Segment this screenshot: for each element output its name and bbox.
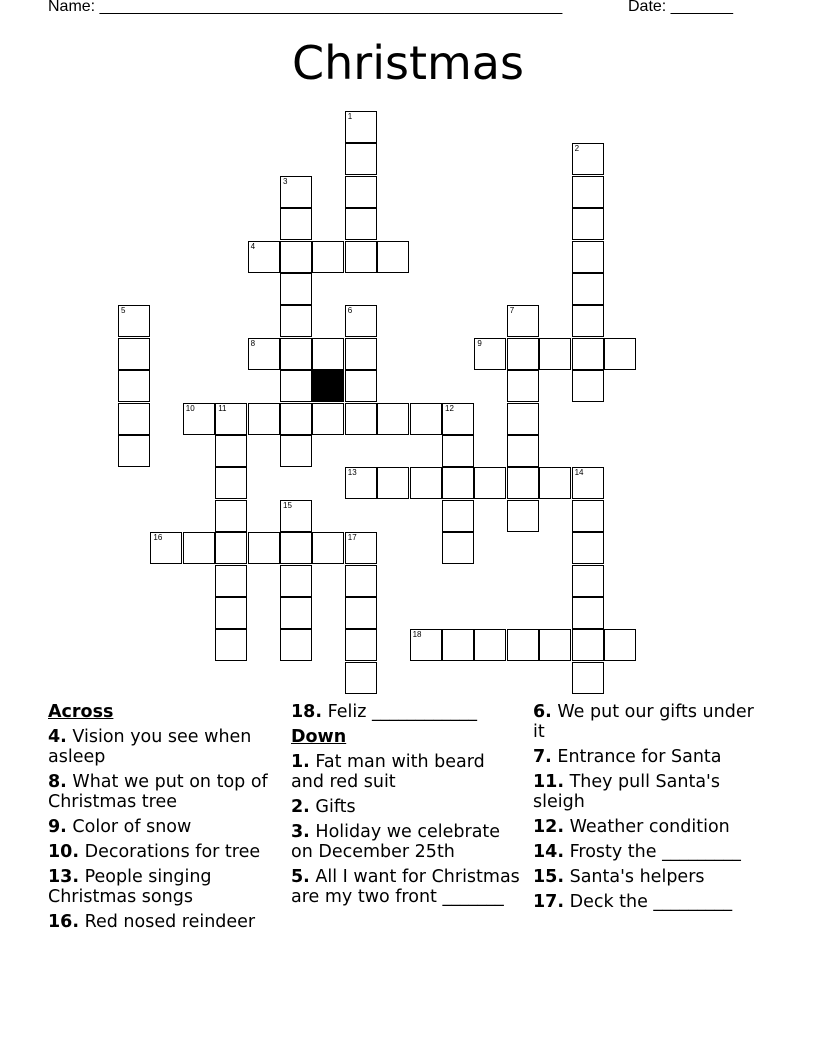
clue-number: 5	[121, 306, 126, 316]
clue-item	[291, 822, 521, 862]
clue-item-number: 5.	[291, 867, 310, 887]
clue-item	[291, 867, 521, 907]
clue-item	[48, 912, 276, 932]
grid-cell[interactable]	[280, 565, 312, 597]
clue-item-number: 1.	[291, 752, 310, 772]
grid-cell[interactable]	[507, 467, 539, 499]
clue-number: 13	[347, 468, 357, 478]
clue-number: 17	[347, 533, 357, 543]
clue-number: 8	[250, 338, 256, 348]
grid-cell[interactable]	[410, 629, 442, 661]
grid-cell[interactable]	[507, 629, 539, 661]
clue-item	[48, 867, 276, 907]
grid-cell[interactable]	[572, 662, 604, 694]
grid-block	[312, 370, 344, 402]
grid-cell[interactable]	[345, 597, 377, 629]
clue-item-number: 14.	[533, 842, 565, 862]
clue-item-number: 10.	[48, 842, 80, 862]
clue-item-text: Fat man with beard and red suit	[291, 752, 485, 792]
grid-cell[interactable]	[345, 143, 377, 175]
clue-column-1	[48, 702, 276, 937]
clue-number: 9	[477, 338, 482, 348]
grid-cell[interactable]	[248, 403, 280, 435]
clue-item-number: 9.	[48, 817, 67, 837]
clue-column-2	[291, 702, 521, 912]
grid-cell[interactable]	[377, 241, 409, 273]
grid-cell[interactable]	[280, 370, 312, 402]
clue-item-text: Color of snow	[72, 817, 192, 837]
grid-cell[interactable]	[312, 403, 344, 435]
clue-heading-down: Down	[291, 727, 347, 747]
grid-cell[interactable]	[539, 338, 571, 370]
grid-cell[interactable]	[312, 338, 344, 370]
grid-cell[interactable]	[572, 143, 604, 175]
grid-cell[interactable]	[377, 403, 409, 435]
grid-cell[interactable]	[280, 305, 312, 337]
grid-cell[interactable]	[345, 565, 377, 597]
grid-cell[interactable]	[572, 370, 604, 402]
grid-cell[interactable]	[215, 467, 247, 499]
grid-cell[interactable]	[345, 532, 377, 564]
grid-cell[interactable]	[215, 597, 247, 629]
grid-cell[interactable]	[507, 305, 539, 337]
grid-cell[interactable]	[280, 597, 312, 629]
clue-number: 15	[283, 500, 292, 510]
clue-item-number: 16.	[48, 912, 80, 932]
grid-cell[interactable]	[442, 532, 474, 564]
grid-cell[interactable]	[572, 532, 604, 564]
clue-number: 10	[185, 403, 195, 413]
grid-cell[interactable]	[539, 467, 571, 499]
grid-cell[interactable]	[345, 176, 377, 208]
grid-cell[interactable]	[118, 338, 150, 370]
clue-number: 14	[574, 468, 584, 478]
grid-cell[interactable]	[280, 176, 312, 208]
grid-cell[interactable]	[345, 629, 377, 661]
grid-cell[interactable]	[248, 241, 280, 273]
grid-cell[interactable]	[215, 500, 247, 532]
grid-cell[interactable]	[118, 403, 150, 435]
grid-cell[interactable]	[539, 629, 571, 661]
clue-item-text: Decorations for tree	[84, 842, 261, 862]
clue-item-number: 2.	[291, 797, 310, 817]
grid-cell[interactable]	[442, 467, 474, 499]
grid-cell[interactable]	[442, 629, 474, 661]
grid-cell[interactable]	[572, 176, 604, 208]
grid-cell[interactable]	[572, 597, 604, 629]
grid-cell[interactable]	[345, 403, 377, 435]
grid-cell[interactable]	[572, 338, 604, 370]
name-field-label: Name: ____________________________________________________	[48, 0, 563, 15]
grid-cell[interactable]	[345, 467, 377, 499]
clue-item	[533, 747, 763, 767]
grid-cell[interactable]	[572, 500, 604, 532]
clue-item	[533, 702, 763, 742]
grid-cell[interactable]	[474, 338, 506, 370]
grid-cell[interactable]	[118, 435, 150, 467]
grid-cell[interactable]	[507, 435, 539, 467]
grid-cell[interactable]	[215, 565, 247, 597]
grid-cell[interactable]	[215, 403, 247, 435]
clue-item-text: Santa's helpers	[569, 867, 705, 887]
grid-cell[interactable]	[248, 532, 280, 564]
grid-cell[interactable]	[280, 208, 312, 240]
grid-cell[interactable]	[410, 403, 442, 435]
clue-item-number: 15.	[533, 867, 565, 887]
clue-item	[533, 892, 763, 912]
grid-cell[interactable]	[215, 629, 247, 661]
grid-cell[interactable]	[572, 467, 604, 499]
clue-item	[533, 867, 763, 887]
grid-cell[interactable]	[442, 500, 474, 532]
clue-item-text: Holiday we celebrate on December 25th	[291, 822, 501, 862]
clue-item-number: 4.	[48, 727, 67, 747]
grid-cell[interactable]	[312, 532, 344, 564]
clue-item-text: Red nosed reindeer	[84, 912, 256, 932]
grid-cell[interactable]	[474, 629, 506, 661]
clue-number: 18	[412, 630, 422, 640]
clue-number: 3	[283, 176, 288, 186]
grid-cell[interactable]	[280, 273, 312, 305]
grid-cell[interactable]	[507, 403, 539, 435]
grid-cell[interactable]	[183, 403, 215, 435]
grid-cell[interactable]	[280, 629, 312, 661]
grid-cell[interactable]	[215, 435, 247, 467]
clue-item	[291, 797, 521, 817]
clue-item-text: What we put on top of Christmas tree	[48, 772, 268, 812]
grid-cell[interactable]	[345, 338, 377, 370]
clue-item	[533, 817, 763, 837]
clue-item-number: 7.	[533, 747, 552, 767]
grid-cell[interactable]	[312, 241, 344, 273]
clue-item-text: They pull Santa's sleigh	[533, 772, 720, 812]
grid-cell[interactable]	[572, 208, 604, 240]
grid-cell[interactable]	[507, 338, 539, 370]
grid-cell[interactable]	[572, 565, 604, 597]
grid-cell[interactable]	[604, 629, 636, 661]
clue-item	[533, 772, 763, 812]
grid-cell[interactable]	[345, 241, 377, 273]
clue-number: 1	[347, 112, 353, 121]
grid-cell[interactable]	[345, 305, 377, 337]
date-field-label: Date: _______	[628, 0, 733, 15]
grid-cell[interactable]	[215, 532, 247, 564]
grid-cell[interactable]	[118, 370, 150, 402]
clue-heading-across: Across	[48, 702, 114, 722]
grid-cell[interactable]	[410, 467, 442, 499]
grid-cell[interactable]	[377, 467, 409, 499]
grid-cell[interactable]	[345, 662, 377, 694]
clue-item	[48, 817, 276, 837]
clue-item-text: All I want for Christmas are my two front _______	[291, 867, 520, 907]
clue-item-number: 8.	[48, 772, 67, 792]
grid-cell[interactable]	[150, 532, 182, 564]
clue-item	[291, 752, 521, 792]
grid-cell[interactable]	[442, 435, 474, 467]
puzzle-title: Christmas	[292, 36, 524, 90]
clue-item-number: 11.	[533, 772, 565, 792]
grid-cell[interactable]	[572, 305, 604, 337]
clue-number: 12	[445, 403, 454, 413]
clue-item-text: Vision you see when asleep	[48, 727, 252, 767]
grid-cell[interactable]	[572, 629, 604, 661]
clue-item	[533, 842, 763, 862]
clue-item-number: 13.	[48, 867, 80, 887]
clue-item-text: Frosty the _________	[569, 842, 741, 862]
clue-number: 2	[574, 144, 580, 154]
grid-cell[interactable]	[474, 467, 506, 499]
clue-item	[291, 702, 521, 722]
grid-cell[interactable]	[280, 435, 312, 467]
grid-cell[interactable]	[442, 403, 474, 435]
grid-cell[interactable]	[183, 532, 215, 564]
clue-item-text: Deck the _________	[569, 892, 733, 912]
grid-cell[interactable]	[572, 241, 604, 273]
clue-item-number: 12.	[533, 817, 565, 837]
grid-cell[interactable]	[345, 370, 377, 402]
clue-item	[48, 842, 276, 862]
clue-item-number: 17.	[533, 892, 565, 912]
clue-number: 11	[218, 403, 227, 413]
clue-number: 6	[347, 306, 353, 316]
clue-item-number: 18.	[291, 702, 323, 722]
grid-cell[interactable]	[248, 338, 280, 370]
clue-item	[48, 772, 276, 812]
clue-item-text: Gifts	[315, 797, 356, 817]
grid-cell[interactable]	[604, 338, 636, 370]
clue-item-text: We put our gifts under it	[533, 702, 754, 742]
grid-cell[interactable]	[280, 500, 312, 532]
grid-cell[interactable]	[280, 338, 312, 370]
clue-item-text: Feliz ____________	[327, 702, 477, 722]
clue-column-3	[533, 702, 763, 917]
grid-cell[interactable]	[507, 370, 539, 402]
grid-cell[interactable]	[345, 208, 377, 240]
grid-cell[interactable]	[118, 305, 150, 337]
clue-item-text: Entrance for Santa	[557, 747, 722, 767]
grid-cell[interactable]	[507, 500, 539, 532]
grid-cell[interactable]	[345, 111, 377, 143]
clue-number: 4	[250, 241, 256, 251]
clue-item-text: Weather condition	[569, 817, 730, 837]
clue-item-number: 6.	[533, 702, 552, 722]
clue-item-number: 3.	[291, 822, 310, 842]
grid-cell[interactable]	[572, 273, 604, 305]
grid-cell[interactable]	[280, 532, 312, 564]
grid-cell[interactable]	[280, 241, 312, 273]
clue-number: 16	[153, 533, 163, 543]
clue-number: 7	[509, 306, 515, 316]
clue-item-text: People singing Christmas songs	[48, 867, 212, 907]
clue-item	[48, 727, 276, 767]
grid-cell[interactable]	[280, 403, 312, 435]
